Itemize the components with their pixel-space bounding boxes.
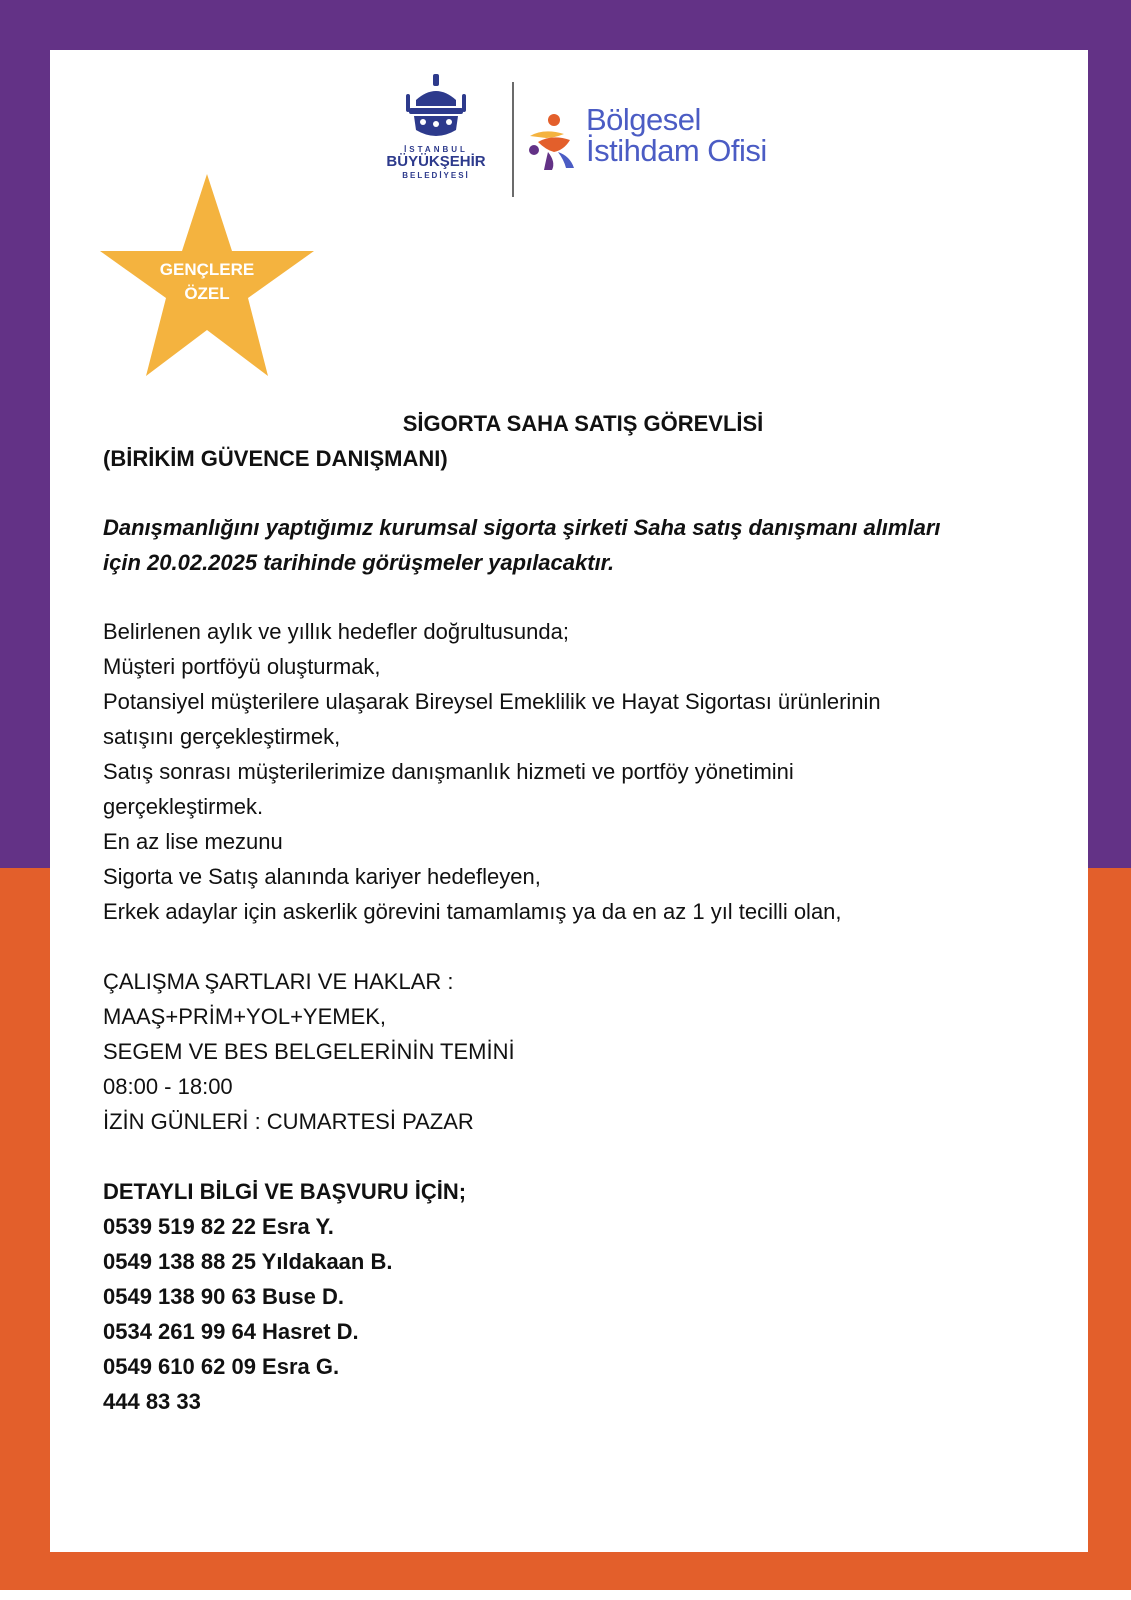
condition-line: ÇALIŞMA ŞARTLARI VE HAKLAR : (103, 969, 454, 994)
contact-line: 0539 519 82 22 Esra Y. (103, 1214, 334, 1239)
contact-section (103, 1174, 1063, 1419)
contact-line: 0549 138 88 25 Yıldakaan B. (103, 1249, 393, 1274)
ibb-line-3: BELEDİYESİ (402, 170, 470, 180)
duty-line: satışını gerçekleştirmek, (103, 724, 341, 749)
condition-line: 08:00 - 18:00 (103, 1074, 233, 1099)
duty-line: gerçekleştirmek. (103, 794, 264, 819)
beo-logo-text (586, 104, 767, 166)
job-subtitle: (BİRİKİM GÜVENCE DANIŞMANI) (103, 446, 448, 471)
beo-line-1: Bölgesel (586, 102, 701, 137)
duty-line: En az lise mezunu (103, 829, 283, 854)
contact-line: 0549 138 90 63 Buse D. (103, 1284, 344, 1309)
intro-line-2: için 20.02.2025 tarihinde görüşmeler yapılacaktır. (103, 550, 615, 575)
job-title: SİGORTA SAHA SATIŞ GÖREVLİSİ (402, 411, 764, 436)
poster-page (50, 50, 1088, 1552)
star-line-2: ÖZEL (184, 284, 230, 303)
duty-line: Sigorta ve Satış alanında kariyer hedefleyen, (103, 864, 541, 889)
star-line-1: GENÇLERE (159, 260, 255, 279)
condition-line: İZİN GÜNLERİ : CUMARTESİ PAZAR (103, 1109, 474, 1134)
duty-line: Belirlenen aylık ve yıllık hedefler doğrultusunda; (103, 619, 569, 644)
duties-list (103, 614, 1063, 929)
ibb-line-1: İSTANBUL (404, 145, 468, 154)
contact-heading: DETAYLI BİLGİ VE BAŞVURU İÇİN; (103, 1179, 467, 1204)
duty-line: Erkek adaylar için askerlik görevini tamamlamış ya da en az 1 yıl tecilli olan, (103, 899, 842, 924)
duty-line: Müşteri portföyü oluşturmak, (103, 654, 381, 679)
condition-line: MAAŞ+PRİM+YOL+YEMEK, (103, 1004, 387, 1029)
frame-bottom-strip (0, 1590, 1131, 1600)
duty-line: Satış sonrası müşterilerimize danışmanlık hizmeti ve portföy yönetimini (103, 759, 794, 784)
contact-line: 0549 610 62 09 Esra G. (103, 1354, 340, 1379)
ibb-line-2: BÜYÜKŞEHİR (386, 153, 486, 170)
contact-line: 0534 261 99 64 Hasret D. (103, 1319, 359, 1344)
beo-line-2: İstihdam Ofisi (586, 133, 767, 168)
ibb-logo-text (370, 145, 502, 180)
intro-line-1: Danışmanlığını yaptığımız kurumsal sigorta şirketi Saha satış danışmanı alımları (103, 515, 941, 540)
contact-line: 444 83 33 (103, 1389, 201, 1414)
star-badge-text (98, 258, 316, 306)
logo-divider (512, 82, 514, 197)
condition-line: SEGEM VE BES BELGELERİNİN TEMİNİ (103, 1039, 515, 1064)
conditions-list (103, 964, 1063, 1139)
duty-line: Potansiyel müşterilere ulaşarak Bireysel Emeklilik ve Hayat Sigortası ürünlerinin (103, 689, 881, 714)
beo-figure-icon (524, 112, 580, 172)
